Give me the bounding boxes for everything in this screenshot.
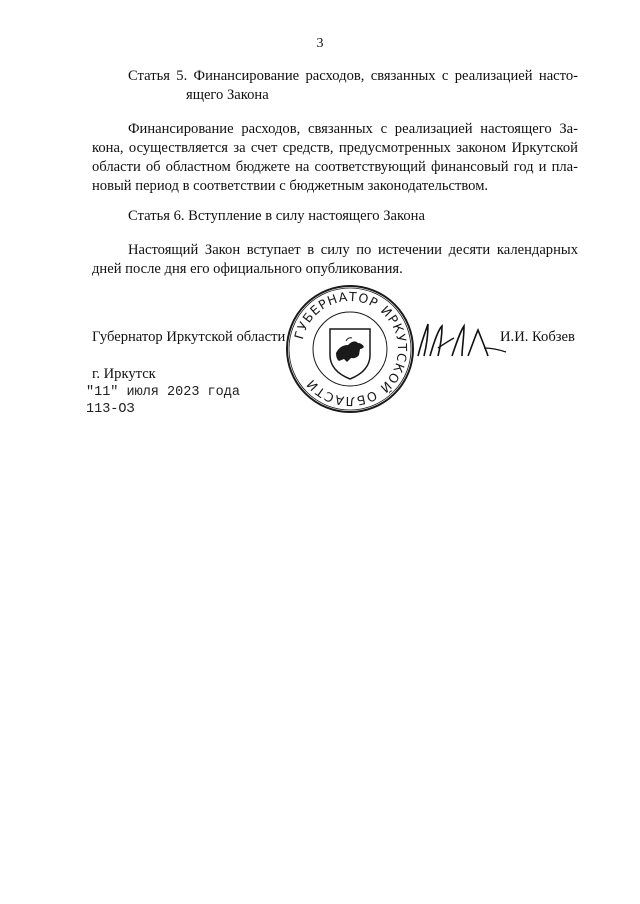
law-number: 113-ОЗ (86, 402, 135, 417)
article-5-title-continuation: ящего Закона (186, 87, 269, 103)
article-5-line: области об областном бюджете на соответствующий финансовый год и пла- (92, 159, 578, 175)
city: г. Иркутск (92, 366, 156, 382)
coat-of-arms-icon (330, 329, 370, 379)
page-number: 3 (316, 36, 324, 51)
seal-text: ГУБЕРНАТОР ИРКУТСКОЙ ОБЛАСТИ (291, 288, 411, 410)
article-6-line: Настоящий Закон вступает в силу по истечении десяти календарных (128, 242, 578, 258)
article-6-body (92, 241, 578, 279)
article-5-body (92, 120, 578, 196)
law-date: "11" июля 2023 года (86, 385, 240, 400)
article-6-line: дней после дня его официального опубликования. (92, 261, 403, 277)
article-6-title: Статья 6. Вступление в силу настоящего Закона (128, 208, 425, 224)
official-seal (284, 283, 416, 415)
article-5-line: кона, осуществляется за счет средств, предусмотренных законом Иркутской (92, 140, 578, 156)
governor-position: Губернатор Иркутской области (92, 329, 286, 345)
article-5-line: Финансирование расходов, связанных с реализацией настоящего За- (128, 121, 578, 137)
article-5-line: новый период в соответствии с бюджетным законодательством. (92, 178, 489, 194)
handwritten-signature (412, 318, 508, 362)
governor-name: И.И. Кобзев (500, 329, 575, 345)
article-5-title: Статья 5. Финансирование расходов, связанных с реализацией насто- (128, 68, 578, 84)
